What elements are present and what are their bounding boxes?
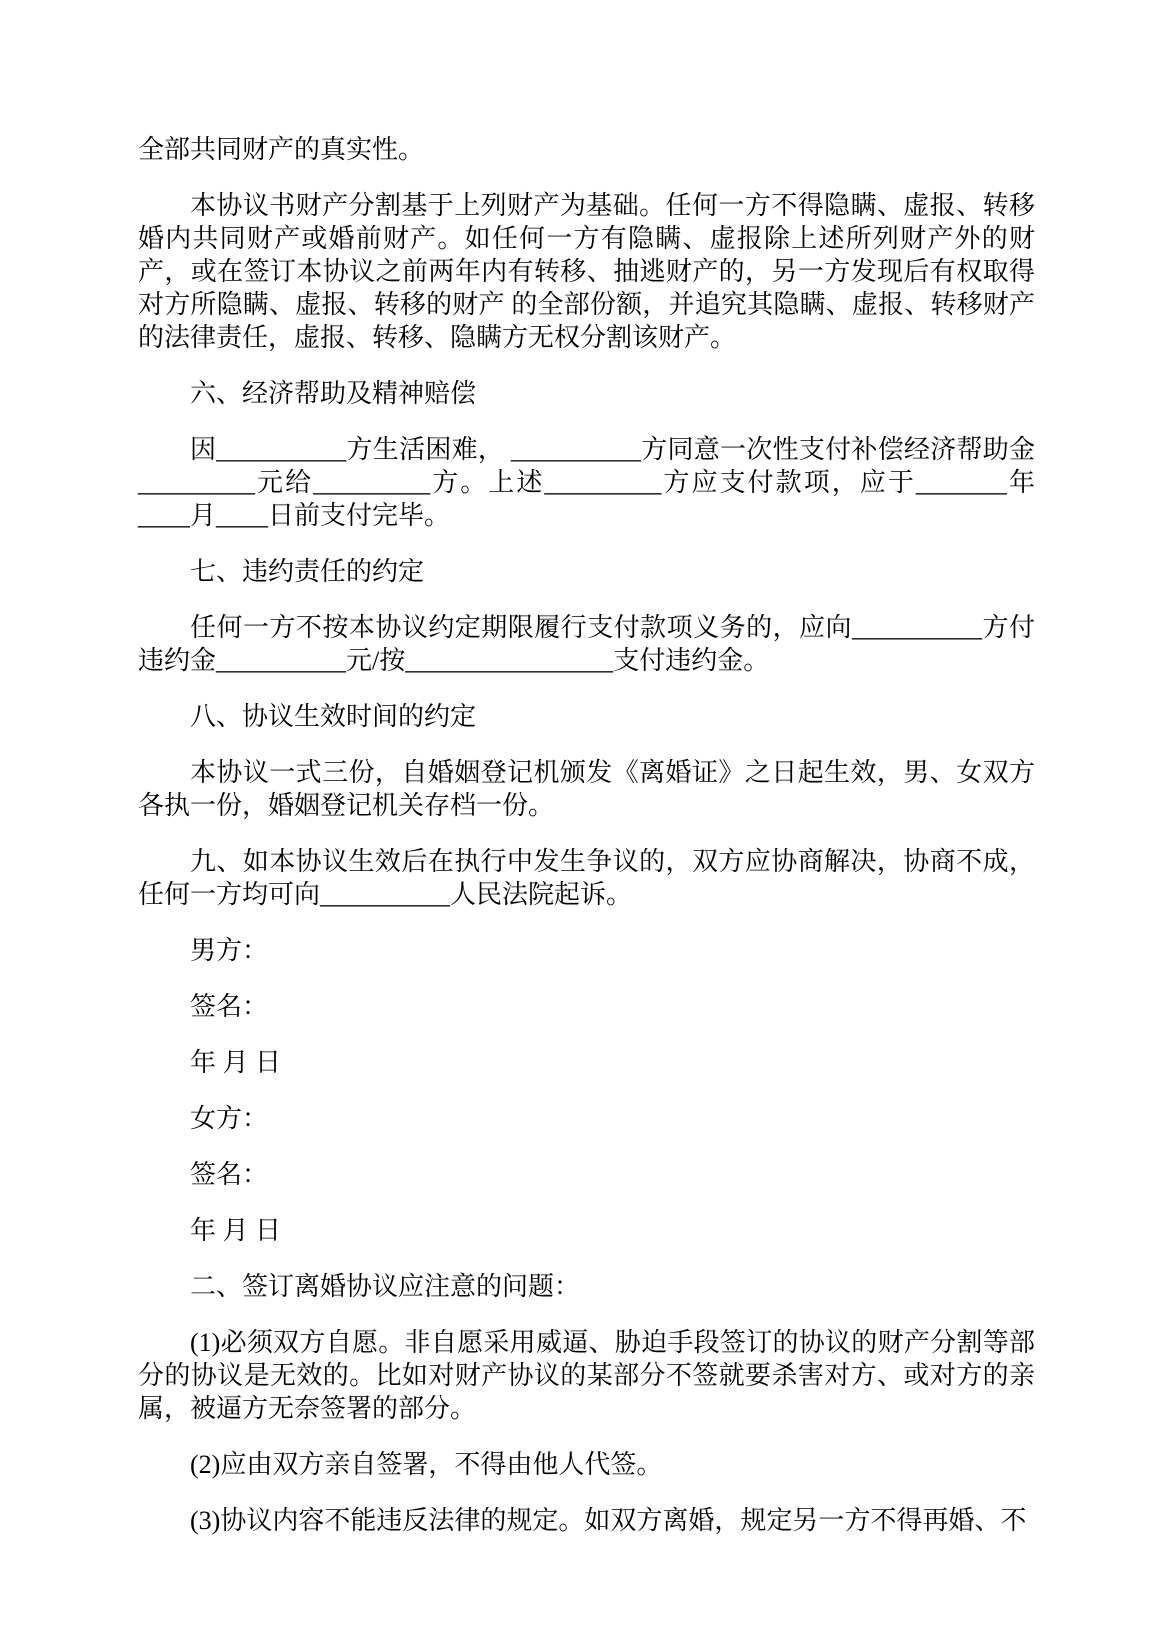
para-dispute-resolution-line-1: 九、如本协议生效后在执行中发生争议的，双方应协商解决，协商不成， xyxy=(190,847,1035,876)
para-three-copies-line-2: 各执一份，婚姻登记机关存档一份。 xyxy=(138,791,555,820)
husband-party-label: 男方： xyxy=(190,936,269,965)
para-property-division-line-1: 本协议书财产分割基于上列财产为基础。任何一方不得隐瞒、虚报、转移 xyxy=(190,191,1035,220)
wife-signature-label: 签名： xyxy=(190,1160,269,1189)
para-property-division-line-5: 的法律责任，虚报、转移、隐瞒方无权分割该财产。 xyxy=(138,323,737,352)
section-heading-6-economic-help: 六、经济帮助及精神赔偿 xyxy=(190,379,477,408)
para-property-division-line-3: 产，或在签订本协议之前两年内有转移、抽逃财产的，另一方发现后有权取得 xyxy=(138,257,1035,286)
para-truthfulness-last-line: 全部共同财产的真实性。 xyxy=(138,135,425,164)
note-1-voluntary-line-3: 属，被逼方无奈签署的部分。 xyxy=(138,1394,477,1423)
note-1-voluntary-line-1: (1)必须双方自愿。非自愿采用威逼、胁迫手段签订的协议的财产分割等部 xyxy=(190,1328,1035,1357)
para-breach-penalty-line-2: 违约金__________元/按________________支付违约金。 xyxy=(138,646,770,675)
note-2-personal-signature: (2)应由双方亲自签署，不得由他人代签。 xyxy=(190,1450,663,1479)
para-economic-help-line-3: ____月____日前支付完毕。 xyxy=(138,501,451,530)
para-property-division-line-4: 对方所隐瞒、虚报、转移的财产 的全部份额，并追究其隐瞒、虚报、转移财产 xyxy=(138,290,1035,319)
para-dispute-resolution-line-2: 任何一方均可向__________人民法院起诉。 xyxy=(138,880,633,909)
husband-date-label: 年 月 日 xyxy=(190,1048,282,1077)
husband-signature-label: 签名： xyxy=(190,992,269,1021)
para-three-copies-line-1: 本协议一式三份，自婚姻登记机颁发《离婚证》之日起生效，男、女双方 xyxy=(190,758,1035,787)
note-3-legal-compliance-line-1: (3)协议内容不能违反法律的规定。如双方离婚，规定另一方不得再婚、不 xyxy=(190,1506,1027,1535)
para-economic-help-line-2: _________元给_________方。上述_________方应支付款项，应于_______年 xyxy=(138,468,1035,497)
note-1-voluntary-line-2: 分的协议是无效的。比如对财产协议的某部分不签就要杀害对方、或对方的亲 xyxy=(138,1361,1035,1390)
section-heading-7-breach-liability: 七、违约责任的约定 xyxy=(190,557,425,586)
wife-party-label: 女方： xyxy=(190,1104,269,1133)
para-breach-penalty-line-1: 任何一方不按本协议约定期限履行支付款项义务的，应向__________方付 xyxy=(190,613,1035,642)
para-economic-help-line-1: 因__________方生活困难， __________方同意一次性支付补偿经济帮助金 xyxy=(190,435,1035,464)
section-heading-2-signing-notes: 二、签订离婚协议应注意的问题： xyxy=(190,1272,581,1301)
para-property-division-line-2: 婚内共同财产或婚前财产。如任何一方有隐瞒、虚报除上述所列财产外的财 xyxy=(138,224,1035,253)
wife-date-label: 年 月 日 xyxy=(190,1216,282,1245)
section-heading-8-effective-time: 八、协议生效时间的约定 xyxy=(190,702,477,731)
